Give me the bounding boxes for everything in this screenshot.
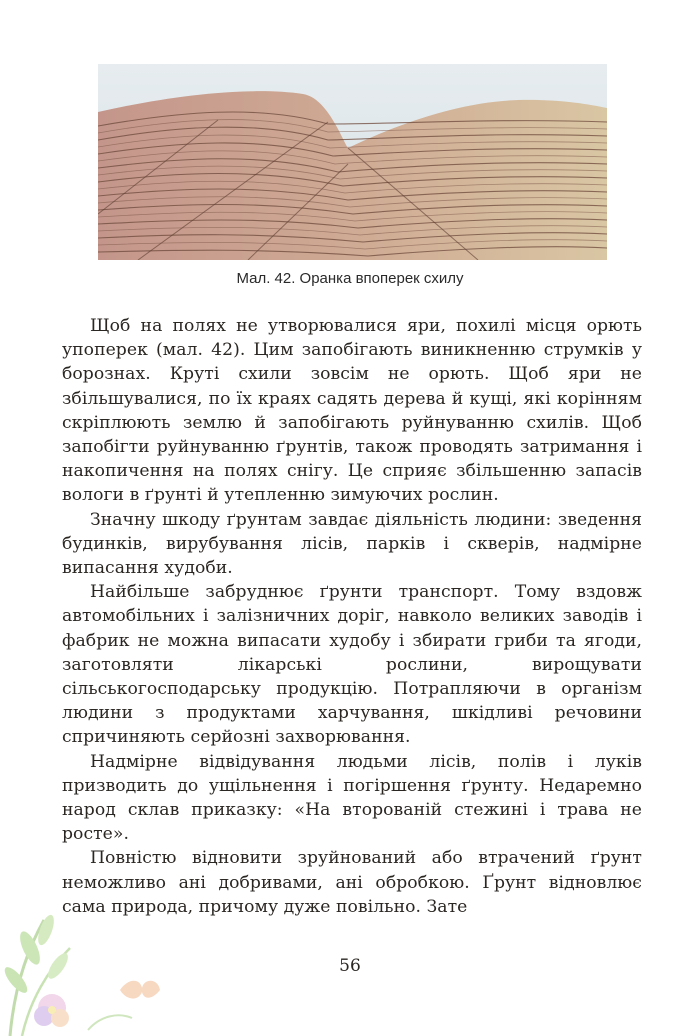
figure-caption: Мал. 42. Оранка впоперек схилу: [236, 270, 464, 287]
page-number: 56: [339, 956, 361, 976]
figure-plowed-slope: [98, 64, 607, 260]
plowed-field-illustration: [98, 64, 607, 260]
paragraph: Значну шкоду ґрунтам завдає діяльність людини: зведення будинків, вирубування лісів, парків і скверів, надмірне випасання худоби.: [62, 509, 642, 579]
floral-corner-decoration: [0, 840, 180, 1036]
paragraph: Найбільше забруднює ґрунти транспорт. Тому вздовж автомобільних і залізничних доріг, навколо великих заводів і фабрик не можна випасати худобу і збирати гриби та ягоди, заготовляти лікарські рослини, вирощувати сільськогосподарську продукцію. Потрапляючи в організм людини з продуктами харчування, шкідливі речовини спричиняють серйозні захворювання.: [62, 582, 642, 748]
paragraph: Щоб на полях не утворювалися яри, похилі місця орють упоперек (мал. 42). Цим запобігають виникненню струмків у борознах. Круті схили зовсім не орють. Щоб яри не збільшувалися, по їх краях садять дерева й кущі, які корінням скріплюють землю й запобігають руйнуванню схилів. Щоб запобігти руйнуванню ґрунтів, також проводять затримання і накопичення на полях снігу. Це сприяє збільшенню запасів вологи в ґрунті й утепленню зимуючих рослин.: [62, 316, 642, 506]
paragraph: Повністю відновити зруйнований або втрачений ґрунт неможливо ані добривами, ані обробкою. Ґрунт відновлює сама природа, причому дуже повільно. Зате: [62, 848, 642, 917]
body-text: [62, 314, 642, 919]
paragraph: Надмірне відвідування людьми лісів, полів і луків призводить до ущільнення і погіршення ґрунту. Недаремно народ склав приказку: «На второваній стежині і трава не росте».: [62, 751, 642, 845]
